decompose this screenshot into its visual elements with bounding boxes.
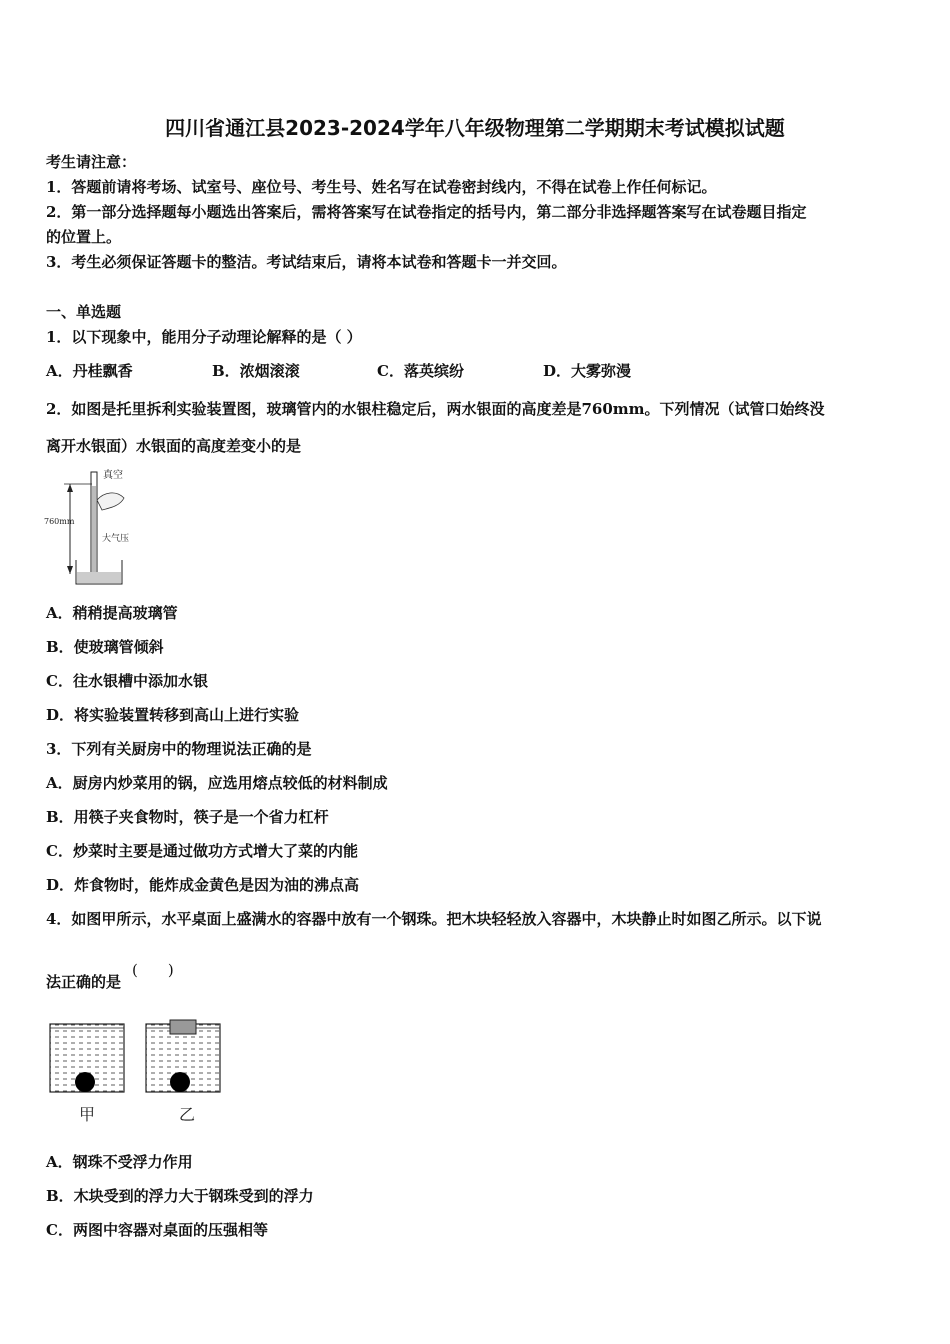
q3-option-d[interactable]: D．炸食物时，能炸成金黄色是因为油的沸点高 xyxy=(46,876,360,894)
label-yi: 乙 xyxy=(179,1105,196,1124)
q4-answer-blank: ( ) xyxy=(132,961,174,979)
notice-heading: 考生请注意： xyxy=(46,153,137,171)
q1-option-a[interactable]: A．丹桂飘香 xyxy=(46,362,133,380)
steel-ball-a xyxy=(75,1072,95,1092)
q4-stem-line1: 4．如图甲所示，水平桌面上盛满水的容器中放有一个钢珠。把木块轻轻放入容器中，木块静止时如图乙所示。以下说 xyxy=(46,910,822,928)
q2-stem-line1: 2．如图是托里拆利实验装置图，玻璃管内的水银柱稳定后，两水银面的高度差是760mm。下列情况（试管口始终没 xyxy=(46,400,825,418)
label-jia: 甲 xyxy=(79,1105,96,1124)
q2-option-a[interactable]: A．稍稍提高玻璃管 xyxy=(46,604,178,622)
torricelli-figure xyxy=(44,462,144,590)
q4-stem-line2: 法正确的是 xyxy=(46,973,122,991)
q3-option-c[interactable]: C．炒菜时主要是通过做功方式增大了菜的内能 xyxy=(46,842,358,860)
label-760mm: 760mm xyxy=(44,517,75,526)
q2-option-c[interactable]: C．往水银槽中添加水银 xyxy=(46,672,208,690)
wooden-block xyxy=(170,1020,196,1034)
q1-option-c[interactable]: C．落英缤纷 xyxy=(377,362,464,380)
q2-option-b[interactable]: B．使玻璃管倾斜 xyxy=(46,638,164,656)
q1-stem: 1．以下现象中，能用分子动理论解释的是（ ） xyxy=(46,328,362,346)
q3-option-b[interactable]: B．用筷子夹食物时，筷子是一个省力杠杆 xyxy=(46,808,329,826)
label-atmospheric-pressure: 大气压 xyxy=(102,534,130,544)
page-title: 四川省通江县2023-2024学年八年级物理第二学期期末考试模拟试题 xyxy=(165,116,785,140)
notice-item-2: 2．第一部分选择题每小题选出答案后，需将答案写在试卷指定的括号内，第二部分非选择题答案写在试卷题目指定 xyxy=(46,203,807,221)
q2-stem-line2: 离开水银面）水银面的高度差变小的是 xyxy=(46,437,302,455)
q4-option-a[interactable]: A．钢珠不受浮力作用 xyxy=(46,1153,193,1171)
q1-option-d[interactable]: D．大雾弥漫 xyxy=(543,362,632,380)
label-vacuum: 真空 xyxy=(103,470,123,481)
steel-ball-b xyxy=(170,1072,190,1092)
q4-option-c[interactable]: C．两图中容器对桌面的压强相等 xyxy=(46,1221,268,1239)
q2-option-d[interactable]: D．将实验装置转移到高山上进行实验 xyxy=(46,706,300,724)
notice-item-3: 3．考生必须保证答题卡的整洁。考试结束后，请将本试卷和答题卡一并交回。 xyxy=(46,253,567,271)
q3-option-a[interactable]: A．厨房内炒菜用的锅，应选用熔点较低的材料制成 xyxy=(46,774,388,792)
notice-item-2-cont: 的位置上。 xyxy=(46,228,122,246)
q3-stem: 3．下列有关厨房中的物理说法正确的是 xyxy=(46,740,312,758)
q4-option-b[interactable]: B．木块受到的浮力大于钢珠受到的浮力 xyxy=(46,1187,314,1205)
notice-item-1: 1．答题前请将考场、试室号、座位号、考生号、姓名写在试卷密封线内，不得在试卷上作任何标记。 xyxy=(46,178,717,196)
section-heading: 一、单选题 xyxy=(46,303,122,321)
q1-option-b[interactable]: B．浓烟滚滚 xyxy=(212,362,300,380)
container-figure xyxy=(46,1016,236,1128)
